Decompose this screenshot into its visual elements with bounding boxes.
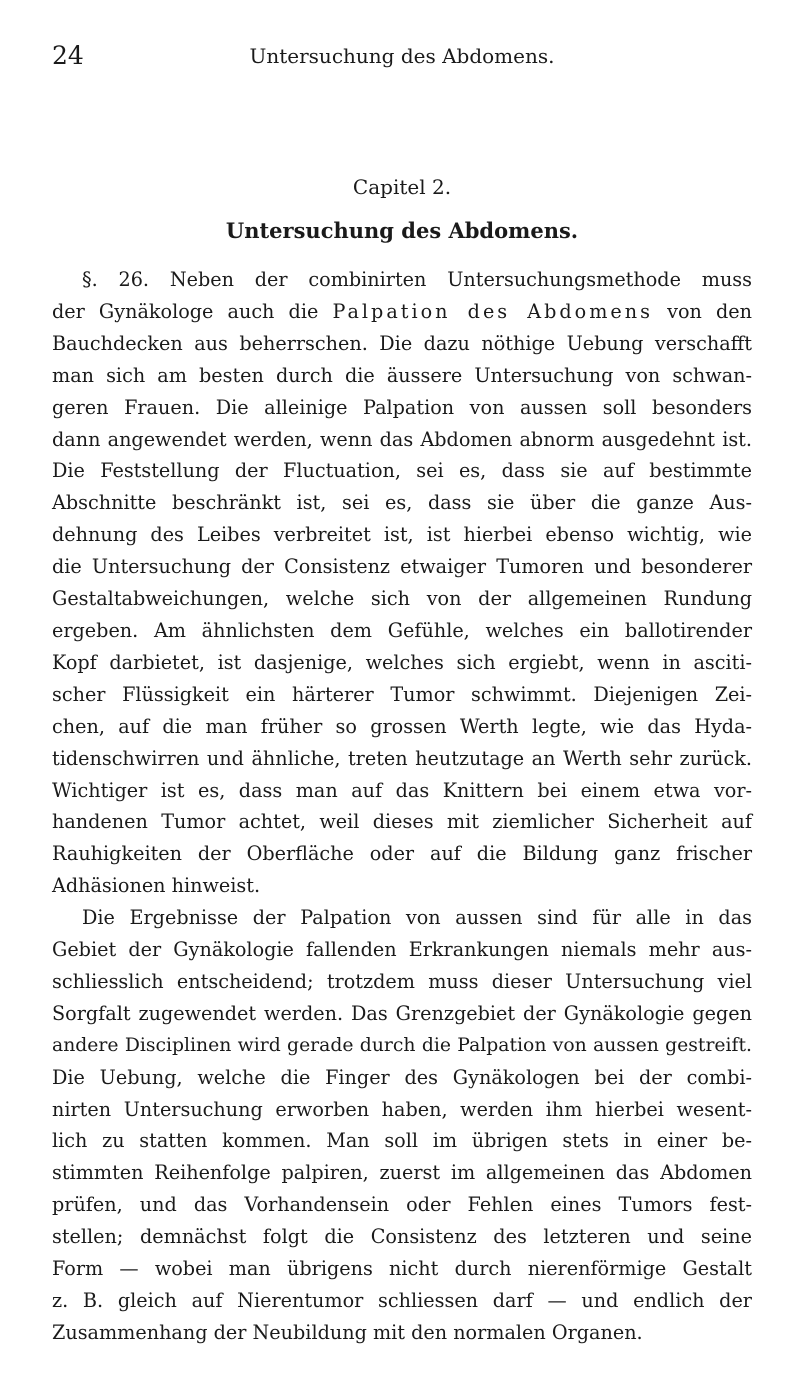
- text-line: chen, auf die man früher so grossen Werth legte, wie das Hyda-: [52, 714, 752, 738]
- text-line: prüfen, und das Vorhandensein oder Fehlen eines Tumors fest-: [52, 1193, 752, 1217]
- text-line: Die Uebung, welche die Finger des Gynäkologen bei der combi-: [52, 1065, 752, 1089]
- body-text: [52, 264, 752, 1349]
- text-line: scher Flüssigkeit ein härterer Tumor schwimmt. Diejenigen Zei-: [52, 682, 752, 706]
- text-line: lich zu statten kommen. Man soll im übrigen stets in einer be-: [52, 1129, 752, 1153]
- page-number: 24: [52, 41, 84, 70]
- text-line: Gestaltabweichungen, welche sich von der allgemeinen Rundung: [52, 587, 752, 611]
- text-line: tidenschwirren und ähnliche, treten heutzutage an Werth sehr zurück.: [52, 746, 752, 770]
- paragraph-2: [52, 902, 752, 1349]
- text-line: Wichtiger ist es, dass man auf das Knittern bei einem etwa vor-: [52, 778, 752, 802]
- text-line: dehnung des Leibes verbreitet ist, ist hierbei ebenso wichtig, wie: [52, 523, 752, 547]
- text-line: Die Ergebnisse der Palpation von aussen sind für alle in das: [82, 906, 752, 930]
- text-line: schliesslich entscheidend; trotzdem muss dieser Untersuchung viel: [52, 969, 752, 993]
- text-line: man sich am besten durch die äussere Untersuchung von schwan-: [52, 363, 752, 387]
- text-line: dann angewendet werden, wenn das Abdomen abnorm ausgedehnt ist.: [52, 427, 752, 451]
- running-title: Untersuchung des Abdomens.: [249, 44, 555, 68]
- text-line: z. B. gleich auf Nierentumor schliessen darf — und endlich der: [52, 1289, 752, 1312]
- chapter-title: Untersuchung des Abdomens.: [225, 218, 579, 243]
- text-line: Kopf darbietet, ist dasjenige, welches sich ergiebt, wenn in asciti-: [52, 650, 752, 674]
- running-head: [52, 36, 752, 76]
- text-line: Abschnitte beschränkt ist, sei es, dass sie über die ganze Aus-: [52, 491, 752, 515]
- text-line: Die Feststellung der Fluctuation, sei es, dass sie auf bestimmte: [52, 459, 752, 483]
- text-line: handenen Tumor achtet, weil dieses mit ziemlicher Sicherheit auf: [52, 810, 752, 834]
- text-line: Gebiet der Gynäkologie fallenden Erkrankungen niemals mehr aus-: [52, 938, 752, 962]
- text-line: andere Disciplinen wird gerade durch die Palpation von aussen gestreift.: [52, 1034, 752, 1056]
- text-line: die Untersuchung der Consistenz etwaiger Tumoren und besonderer: [52, 555, 752, 579]
- text-line: §. 26. Neben der combinirten Untersuchungsmethode muss: [82, 268, 752, 291]
- emphasized-term: Palpation des Abdomens: [332, 299, 653, 323]
- paragraph-1: [52, 264, 752, 902]
- text-line: ergeben. Am ähnlichsten dem Gefühle, welches ein ballotirender: [52, 618, 752, 642]
- text-line: Zusammenhang der Neubildung mit den normalen Organen.: [52, 1320, 643, 1344]
- text-line: Sorgfalt zugewendet werden. Das Grenzgebiet der Gynäkologie gegen: [52, 1001, 752, 1025]
- text-line: stellen; demnächst folgt die Consistenz des letzteren und seine: [52, 1225, 752, 1249]
- text-line: nirten Untersuchung erworben haben, werden ihm hierbei wesent-: [52, 1097, 752, 1121]
- text-line: stimmten Reihenfolge palpiren, zuerst im allgemeinen das Abdomen: [52, 1161, 752, 1185]
- text-line: Bauchdecken aus beherrschen. Die dazu nöthige Uebung verschafft: [52, 331, 752, 355]
- text-line: Form — wobei man übrigens nicht durch nierenförmige Gestalt: [52, 1257, 752, 1281]
- chapter-label: Capitel 2.: [352, 175, 452, 199]
- page: [52, 36, 752, 1349]
- text-line: Adhäsionen hinweist.: [52, 874, 261, 898]
- text-line: geren Frauen. Die alleinige Palpation von aussen soll besonders: [52, 395, 752, 419]
- text-fragment: der Gynäkologe auch die: [52, 299, 319, 323]
- text-fragment: von den: [667, 299, 752, 323]
- text-line: [52, 296, 752, 328]
- text-line: Rauhigkeiten der Oberfläche oder auf die Bildung ganz frischer: [52, 842, 752, 866]
